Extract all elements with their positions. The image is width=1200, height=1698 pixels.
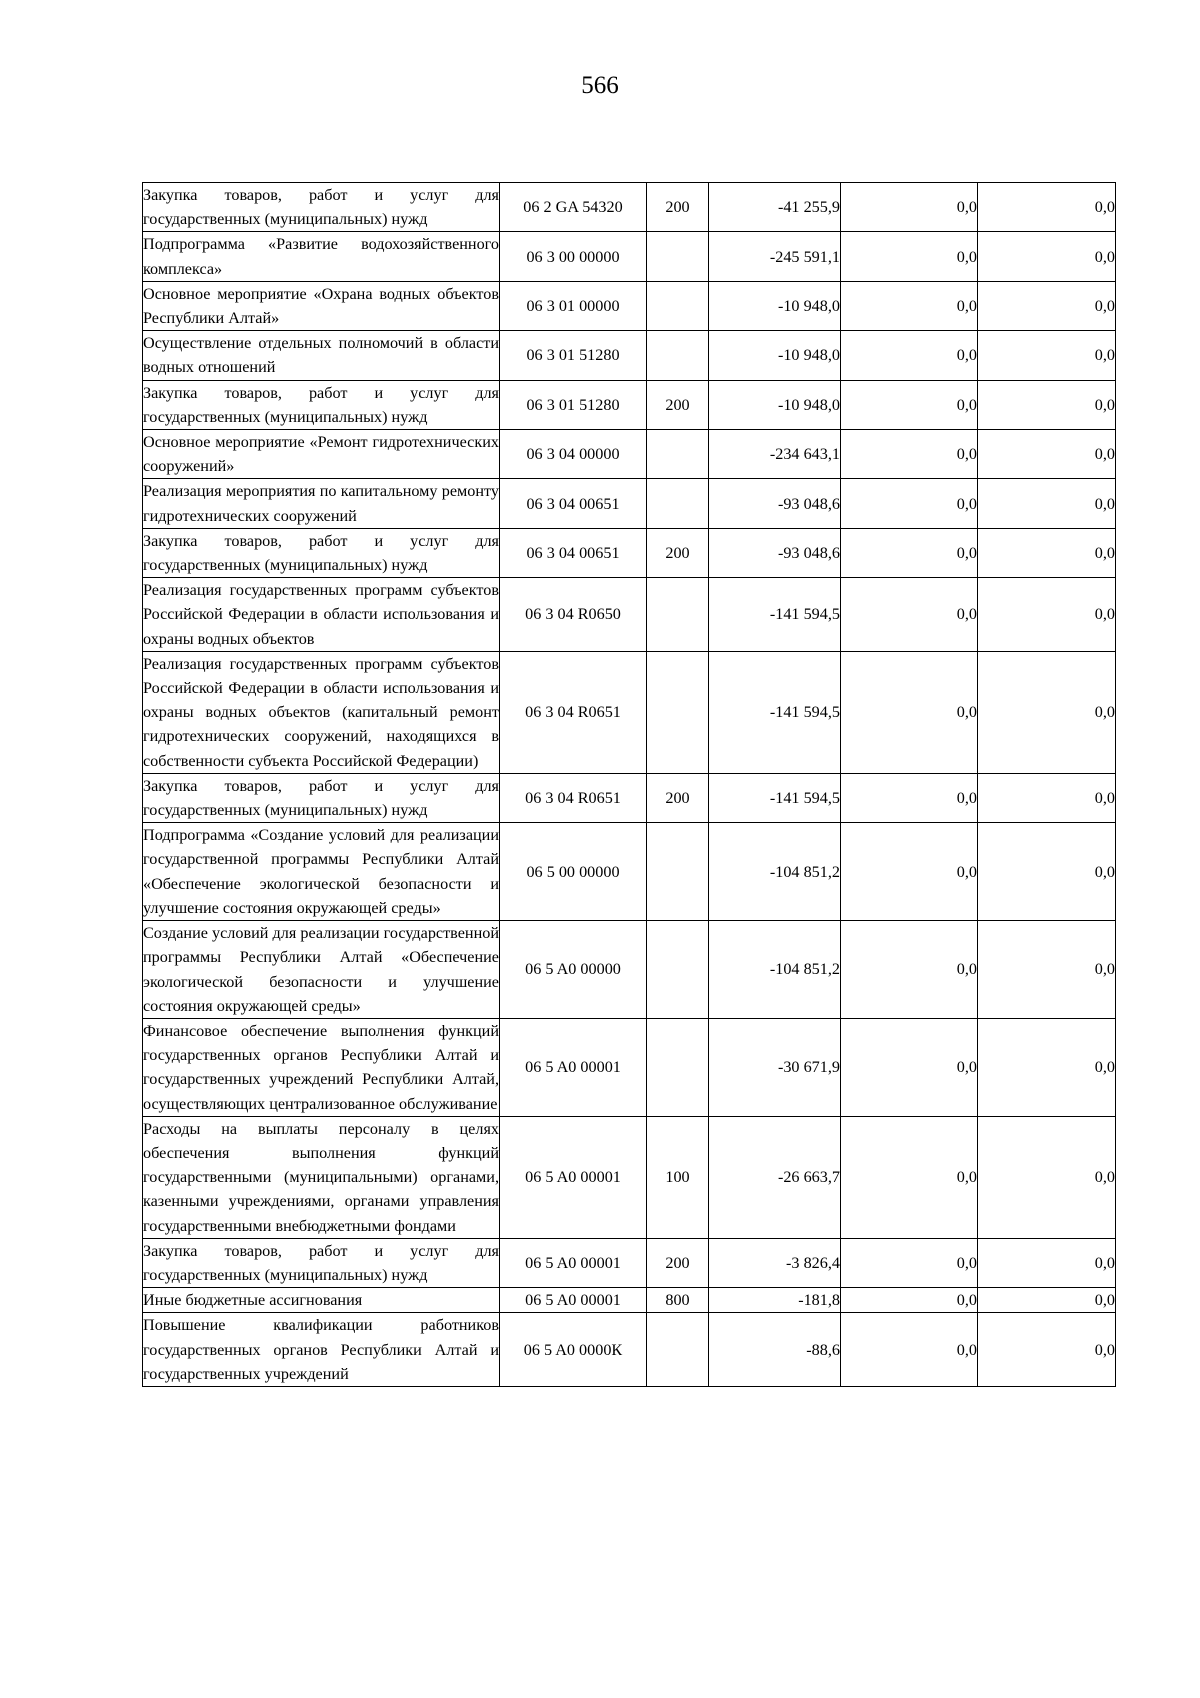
amount-cell-2: 0,0 (841, 578, 978, 652)
amount-cell-3: 0,0 (978, 1018, 1116, 1116)
table-row (143, 578, 1116, 652)
target-article-code-cell: 06 3 00 00000 (500, 232, 647, 281)
expense-name-cell: Основное мероприятие «Ремонт гидротехнических сооружений» (143, 430, 500, 479)
target-article-code-cell: 06 3 01 00000 (500, 281, 647, 330)
table-row (143, 183, 1116, 232)
expense-name-cell: Подпрограмма «Развитие водохозяйственного комплекса» (143, 232, 500, 281)
table-row (143, 823, 1116, 921)
target-article-code-cell: 06 5 A0 00001 (500, 1116, 647, 1238)
amount-cell-2: 0,0 (841, 823, 978, 921)
table-row (143, 331, 1116, 380)
amount-cell-3: 0,0 (978, 281, 1116, 330)
expense-type-code-cell: 800 (647, 1288, 709, 1313)
amount-cell-1: -181,8 (709, 1288, 841, 1313)
amount-cell-2: 0,0 (841, 921, 978, 1019)
amount-cell-2: 0,0 (841, 1313, 978, 1387)
target-article-code-cell: 06 5 A0 00000 (500, 921, 647, 1019)
expense-type-code-cell: 200 (647, 528, 709, 577)
amount-cell-3: 0,0 (978, 1313, 1116, 1387)
target-article-code-cell: 06 3 01 51280 (500, 331, 647, 380)
amount-cell-3: 0,0 (978, 528, 1116, 577)
expense-type-code-cell (647, 823, 709, 921)
expense-type-code-cell: 200 (647, 380, 709, 429)
expense-name-cell: Повышение квалификации работников государственных органов Республики Алтай и государственных учреждений (143, 1313, 500, 1387)
amount-cell-1: -141 594,5 (709, 578, 841, 652)
amount-cell-2: 0,0 (841, 281, 978, 330)
target-article-code-cell: 06 5 A0 00001 (500, 1288, 647, 1313)
expense-type-code-cell (647, 331, 709, 380)
amount-cell-1: -88,6 (709, 1313, 841, 1387)
target-article-code-cell: 06 3 04 00651 (500, 528, 647, 577)
table-row (143, 380, 1116, 429)
amount-cell-2: 0,0 (841, 1018, 978, 1116)
amount-cell-3: 0,0 (978, 1288, 1116, 1313)
table-row (143, 1116, 1116, 1238)
expense-name-cell: Реализация мероприятия по капитальному ремонту гидротехнических сооружений (143, 479, 500, 528)
expense-type-code-cell (647, 1313, 709, 1387)
amount-cell-3: 0,0 (978, 1116, 1116, 1238)
amount-cell-1: -245 591,1 (709, 232, 841, 281)
target-article-code-cell: 06 3 04 00000 (500, 430, 647, 479)
amount-cell-3: 0,0 (978, 331, 1116, 380)
amount-cell-3: 0,0 (978, 651, 1116, 773)
amount-cell-3: 0,0 (978, 479, 1116, 528)
amount-cell-1: -234 643,1 (709, 430, 841, 479)
expense-name-cell: Закупка товаров, работ и услуг для государственных (муниципальных) нужд (143, 183, 500, 232)
table-row (143, 1238, 1116, 1287)
table-row (143, 651, 1116, 773)
amount-cell-2: 0,0 (841, 651, 978, 773)
amount-cell-1: -3 826,4 (709, 1238, 841, 1287)
amount-cell-3: 0,0 (978, 232, 1116, 281)
amount-cell-2: 0,0 (841, 232, 978, 281)
target-article-code-cell: 06 2 GA 54320 (500, 183, 647, 232)
amount-cell-2: 0,0 (841, 430, 978, 479)
expense-name-cell: Иные бюджетные ассигнования (143, 1288, 500, 1313)
target-article-code-cell: 06 5 A0 0000К (500, 1313, 647, 1387)
amount-cell-3: 0,0 (978, 578, 1116, 652)
amount-cell-1: -141 594,5 (709, 651, 841, 773)
target-article-code-cell: 06 5 00 00000 (500, 823, 647, 921)
amount-cell-1: -10 948,0 (709, 281, 841, 330)
expense-name-cell: Закупка товаров, работ и услуг для государственных (муниципальных) нужд (143, 1238, 500, 1287)
expense-name-cell: Подпрограмма «Создание условий для реализации государственной программы Республики Алтай «Обеспечение экологической безопасности и улучшение состояния окружающей среды» (143, 823, 500, 921)
expense-name-cell: Финансовое обеспечение выполнения функций государственных органов Республики Алтай и государственных учреждений Республики Алтай, осуществляющих централизованное обслуживание (143, 1018, 500, 1116)
amount-cell-2: 0,0 (841, 528, 978, 577)
amount-cell-2: 0,0 (841, 183, 978, 232)
amount-cell-3: 0,0 (978, 380, 1116, 429)
expense-name-cell: Закупка товаров, работ и услуг для государственных (муниципальных) нужд (143, 773, 500, 822)
expense-type-code-cell (647, 1018, 709, 1116)
target-article-code-cell: 06 3 04 R0651 (500, 651, 647, 773)
amount-cell-1: -104 851,2 (709, 823, 841, 921)
amount-cell-3: 0,0 (978, 921, 1116, 1019)
amount-cell-2: 0,0 (841, 1288, 978, 1313)
amount-cell-1: -10 948,0 (709, 380, 841, 429)
expense-type-code-cell (647, 232, 709, 281)
expense-name-cell: Реализация государственных программ субъектов Российской Федерации в области использования и охраны водных объектов (капитальный ремонт гидротехнических сооружений, находящихся в собственности субъекта Российской Федерации) (143, 651, 500, 773)
expense-name-cell: Расходы на выплаты персоналу в целях обеспечения выполнения функций государственными (муниципальными) органами, казенными учреждениями, органами управления государственными внебюджетными фондами (143, 1116, 500, 1238)
page-number: 566 (581, 72, 619, 99)
amount-cell-1: -10 948,0 (709, 331, 841, 380)
target-article-code-cell: 06 5 A0 00001 (500, 1238, 647, 1287)
target-article-code-cell: 06 3 01 51280 (500, 380, 647, 429)
table-row (143, 773, 1116, 822)
amount-cell-2: 0,0 (841, 331, 978, 380)
expense-type-code-cell (647, 281, 709, 330)
expense-type-code-cell (647, 651, 709, 773)
expense-name-cell: Реализация государственных программ субъектов Российской Федерации в области использования и охраны водных объектов (143, 578, 500, 652)
expense-type-code-cell (647, 479, 709, 528)
amount-cell-1: -41 255,9 (709, 183, 841, 232)
amount-cell-3: 0,0 (978, 183, 1116, 232)
expense-type-code-cell (647, 430, 709, 479)
target-article-code-cell: 06 5 A0 00001 (500, 1018, 647, 1116)
amount-cell-1: -141 594,5 (709, 773, 841, 822)
expense-name-cell: Закупка товаров, работ и услуг для государственных (муниципальных) нужд (143, 528, 500, 577)
amount-cell-2: 0,0 (841, 773, 978, 822)
target-article-code-cell: 06 3 04 R0650 (500, 578, 647, 652)
target-article-code-cell: 06 3 04 R0651 (500, 773, 647, 822)
table-row (143, 1313, 1116, 1387)
expense-name-cell: Создание условий для реализации государственной программы Республики Алтай «Обеспечение экологической безопасности и улучшение состояния окружающей среды» (143, 921, 500, 1019)
budget-table (142, 182, 1116, 1387)
table-row (143, 479, 1116, 528)
expense-type-code-cell (647, 921, 709, 1019)
amount-cell-1: -26 663,7 (709, 1116, 841, 1238)
expense-name-cell: Основное мероприятие «Охрана водных объектов Республики Алтай» (143, 281, 500, 330)
expense-type-code-cell: 200 (647, 183, 709, 232)
amount-cell-1: -93 048,6 (709, 528, 841, 577)
amount-cell-2: 0,0 (841, 380, 978, 429)
amount-cell-3: 0,0 (978, 773, 1116, 822)
expense-type-code-cell: 200 (647, 1238, 709, 1287)
table-row (143, 232, 1116, 281)
amount-cell-1: -93 048,6 (709, 479, 841, 528)
table-row (143, 430, 1116, 479)
amount-cell-3: 0,0 (978, 823, 1116, 921)
amount-cell-2: 0,0 (841, 1238, 978, 1287)
target-article-code-cell: 06 3 04 00651 (500, 479, 647, 528)
amount-cell-2: 0,0 (841, 1116, 978, 1238)
expense-type-code-cell: 100 (647, 1116, 709, 1238)
amount-cell-3: 0,0 (978, 1238, 1116, 1287)
amount-cell-1: -30 671,9 (709, 1018, 841, 1116)
expense-name-cell: Закупка товаров, работ и услуг для государственных (муниципальных) нужд (143, 380, 500, 429)
table-row (143, 1018, 1116, 1116)
amount-cell-2: 0,0 (841, 479, 978, 528)
table-row (143, 528, 1116, 577)
table-row (143, 921, 1116, 1019)
budget-table-body (143, 183, 1116, 1387)
amount-cell-1: -104 851,2 (709, 921, 841, 1019)
amount-cell-3: 0,0 (978, 430, 1116, 479)
expense-name-cell: Осуществление отдельных полномочий в области водных отношений (143, 331, 500, 380)
expense-type-code-cell (647, 578, 709, 652)
table-row (143, 281, 1116, 330)
table-row (143, 1288, 1116, 1313)
expense-type-code-cell: 200 (647, 773, 709, 822)
